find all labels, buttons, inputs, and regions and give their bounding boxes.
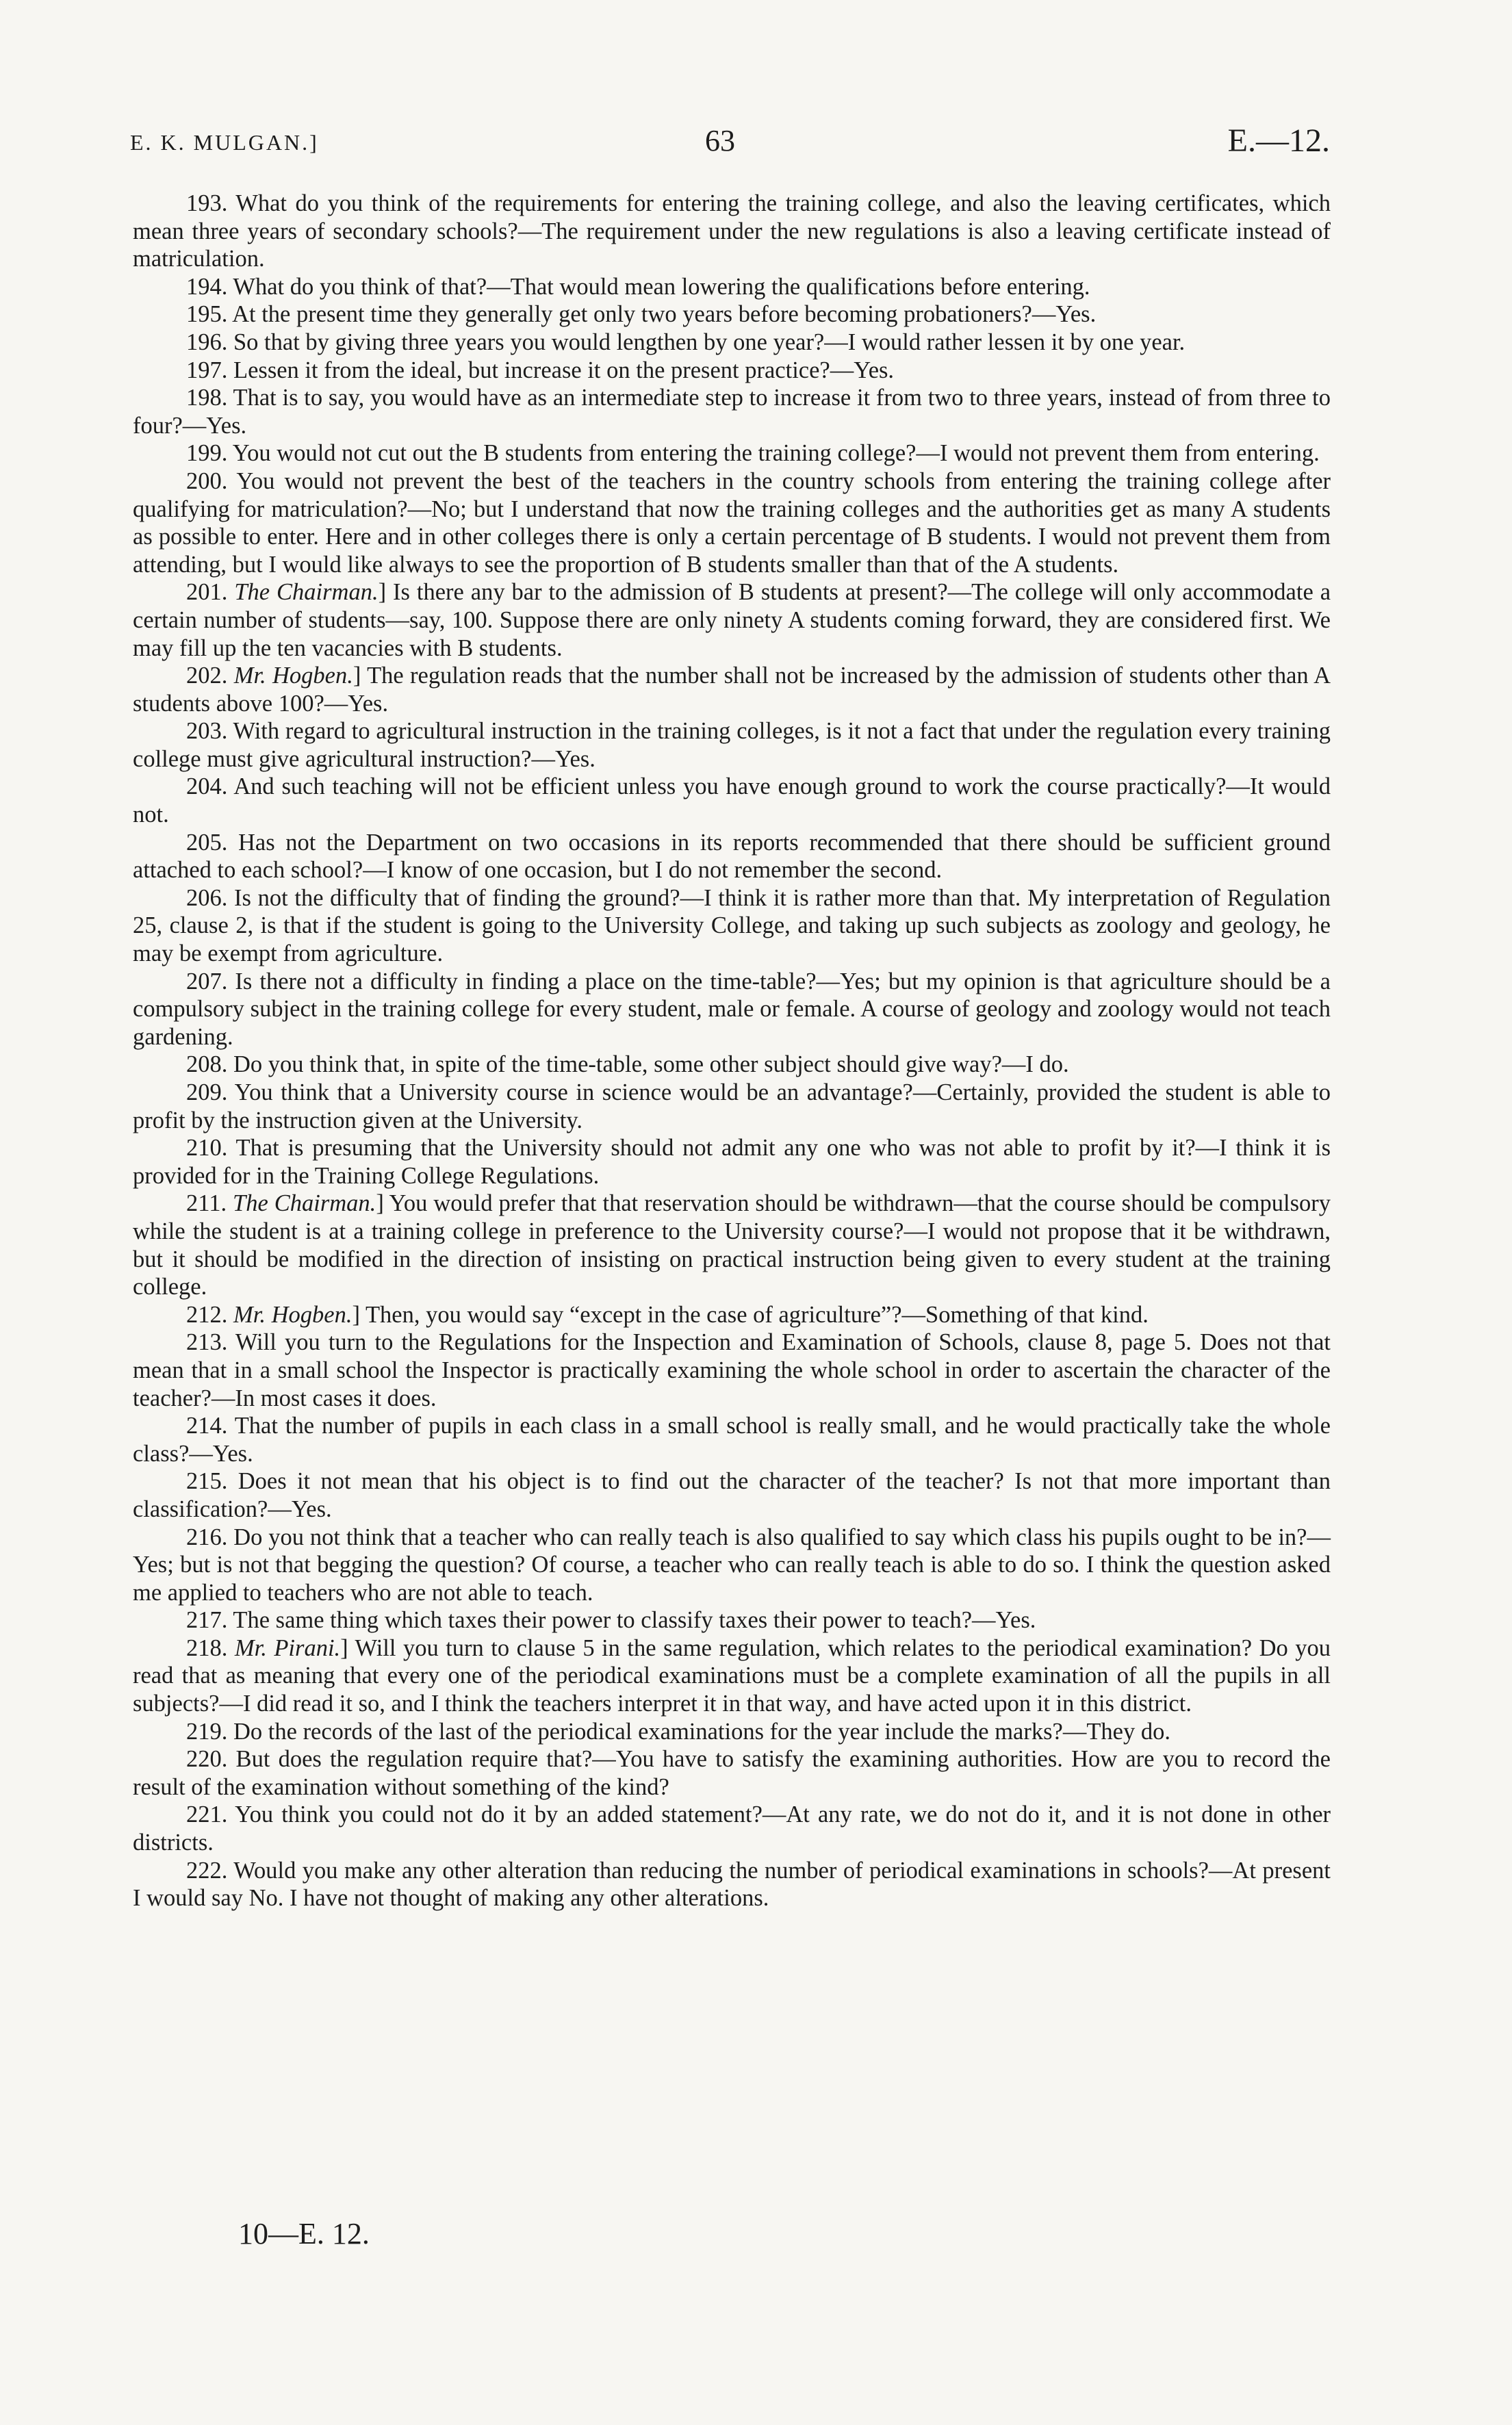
qa-paragraph — [133, 1606, 1331, 1634]
question-text: 215. Does it not mean that his object is to find out the character of the teacher? Is not that more important than classification?—Yes. — [133, 1468, 1331, 1522]
qa-paragraph — [133, 439, 1331, 467]
qa-paragraph — [133, 467, 1331, 578]
testimony-body — [133, 190, 1331, 1912]
qa-paragraph — [133, 1051, 1331, 1079]
question-text: 209. You think that a University course in science would be an advantage?—Certainly, provided the student is able to profit by the instruction given at the University. — [133, 1079, 1331, 1133]
speaker-name: The Chairman. — [234, 579, 379, 606]
answer-text: ] Will you turn to clause 5 in the same regulation, which relates to the periodical examination? Do you read that as meaning that every one of the periodical examinations must be a complete examination of all the pupils in all subjects?—I did read it so, and I think the teachers interpret it in that way, and have acted upon it in this district. — [133, 1634, 1331, 1717]
question-text: 204. And such teaching will not be efficient unless you have enough ground to work the course practically?—It would not. — [133, 773, 1331, 828]
qa-paragraph — [133, 190, 1331, 273]
qa-paragraph — [133, 329, 1331, 357]
qa-paragraph — [133, 273, 1331, 301]
question-text: 210. That is presuming that the University should not admit any one who was not able to profit by it?—I think it is provided for in the Training College Regulations. — [133, 1135, 1331, 1189]
question-text: 211. — [186, 1190, 233, 1217]
speaker-name: Mr. Pirani. — [234, 1634, 341, 1661]
qa-paragraph — [133, 1190, 1331, 1300]
document-reference: E.—12. — [1227, 123, 1330, 159]
qa-paragraph — [133, 1801, 1331, 1856]
qa-paragraph — [133, 1857, 1331, 1912]
question-text: 201. — [186, 579, 235, 606]
question-text: 196. So that by giving three years you would lengthen by one year?—I would rather lessen it by one year. — [186, 329, 1186, 355]
qa-paragraph — [133, 968, 1331, 1051]
qa-paragraph — [133, 384, 1331, 439]
question-text: 219. Do the records of the last of the periodical examinations for the year include the marks?—They do. — [186, 1718, 1170, 1745]
qa-paragraph — [133, 1745, 1331, 1801]
qa-paragraph — [133, 717, 1331, 773]
question-text: 207. Is there not a difficulty in finding a place on the time-table?—Yes; but my opinion is that agriculture should be a compulsory subject in the training college for every student, male or female. A course of geology and zoology would not teach gardening. — [133, 968, 1331, 1050]
question-text: 199. You would not cut out the B students from entering the training college?—I would not prevent them from entering. — [186, 440, 1320, 467]
qa-paragraph — [133, 300, 1331, 329]
question-text: 208. Do you think that, in spite of the time-table, some other subject should give way?—I do. — [186, 1051, 1069, 1078]
answer-text: ] You would prefer that that reservation should be withdrawn—that the course should be compulsory while the student is at a training college in preference to the University course?—I would not propose that it be withdrawn, but it should be modified in the direction of insisting on practical instruction being given to every student at the training college. — [133, 1190, 1331, 1300]
qa-paragraph — [133, 1718, 1331, 1746]
signature-mark: 10—E. 12. — [238, 2217, 370, 2250]
qa-paragraph — [133, 884, 1331, 968]
question-text: 205. Has not the Department on two occasions in its reports recommended that there should be sufficient ground attached to each school?—I know of one occasion, but I do not remember the second. — [133, 829, 1331, 884]
speaker-name: The Chairman. — [233, 1190, 376, 1217]
qa-paragraph — [133, 1301, 1331, 1329]
question-text: 217. The same thing which taxes their power to classify taxes their power to teach?—Yes. — [186, 1607, 1036, 1634]
answer-text: ] The regulation reads that the number shall not be increased by the admission of students other than A students above 100?—Yes. — [133, 663, 1331, 717]
qa-paragraph — [133, 1467, 1331, 1523]
question-text: 214. That the number of pupils in each class in a small school is really small, and he would practically take the whole class?—Yes. — [133, 1413, 1331, 1467]
question-text: 212. — [186, 1301, 233, 1328]
question-text: 221. You think you could not do it by an added statement?—At any rate, we do not do it, and it is not done in other districts. — [133, 1801, 1331, 1856]
question-text: 202. — [186, 663, 234, 689]
question-text: 206. Is not the difficulty that of finding the ground?—I think it is rather more than that. My interpretation of Regulation 25, clause 2, is that if the student is going to the University College, and taking up such subjects as zoology and geology, he may be exempt from agriculture. — [133, 884, 1331, 967]
qa-paragraph — [133, 357, 1331, 385]
question-text: 216. Do you not think that a teacher who can really teach is also qualified to say which class his pupils ought to be in?—Yes; but is not that begging the question? Of course, a teacher who can really teach is able to do so. I think the question asked me applied to teachers who are not able to teach. — [133, 1524, 1331, 1606]
question-text: 195. At the present time they generally get only two years before becoming probationers?—Yes. — [186, 301, 1097, 328]
qa-paragraph — [133, 1634, 1331, 1718]
question-text: 193. What do you think of the requirements for entering the training college, and also the leaving certificates, which mean three years of secondary schools?—The requirement under the new regulations is also a leaving certificate instead of matriculation. — [133, 190, 1331, 272]
page-number: 63 — [705, 124, 735, 157]
qa-paragraph — [133, 1524, 1331, 1607]
question-text: 218. — [186, 1634, 235, 1661]
qa-paragraph — [133, 578, 1331, 662]
qa-paragraph — [133, 1329, 1331, 1412]
question-text: 200. You would not prevent the best of the teachers in the country schools from entering the training college after qualifying for matriculation?—No; but I understand that now the training colleges and the authorities get as many A students as possible to enter. Here and in other colleges there is only a certain percentage of B students. I would not prevent them from attending, but I would like always to see the proportion of B students smaller than that of the A students. — [133, 467, 1331, 578]
qa-paragraph — [133, 1412, 1331, 1467]
speaker-name: Mr. Hogben. — [233, 1301, 353, 1328]
qa-paragraph — [133, 1134, 1331, 1190]
question-text: 194. What do you think of that?—That would mean lowering the qualifications before entering. — [186, 273, 1090, 300]
speaker-name: Mr. Hogben. — [233, 663, 353, 689]
qa-paragraph — [133, 1079, 1331, 1134]
qa-paragraph — [133, 773, 1331, 828]
question-text: 222. Would you make any other alteration than reducing the number of periodical examinations in schools?—At present I would say No. I have not thought of making any other alterations. — [133, 1857, 1331, 1912]
question-text: 213. Will you turn to the Regulations for the Inspection and Examination of Schools, clause 8, page 5. Does not that mean that in a small school the Inspector is practically examining the whole school in order to ascertain the character of the teacher?—In most cases it does. — [133, 1329, 1331, 1411]
qa-paragraph — [133, 829, 1331, 884]
question-text: 220. But does the regulation require that?—You have to satisfy the examining authorities. How are you to record the result of the examination without something of the kind? — [133, 1746, 1331, 1800]
answer-text: ] Then, you would say “except in the case of agriculture”?—Something of that kind. — [352, 1301, 1149, 1328]
qa-paragraph — [133, 662, 1331, 717]
answer-text: ] Is there any bar to the admission of B students at present?—The college will only accommodate a certain number of students—say, 100. Suppose there are only ninety A students coming forward, they are considered first. We may fill up the ten vacancies with B students. — [133, 579, 1331, 661]
question-text: 203. With regard to agricultural instruction in the training colleges, is it not a fact that under the regulation every training college must give agricultural instruction?—Yes. — [133, 718, 1331, 772]
question-text: 198. That is to say, you would have as an intermediate step to increase it from two to three years, instead of from three to four?—Yes. — [133, 385, 1331, 439]
question-text: 197. Lessen it from the ideal, but increase it on the present practice?—Yes. — [186, 357, 895, 383]
witness-name-header: E. K. MULGAN.] — [130, 130, 319, 155]
